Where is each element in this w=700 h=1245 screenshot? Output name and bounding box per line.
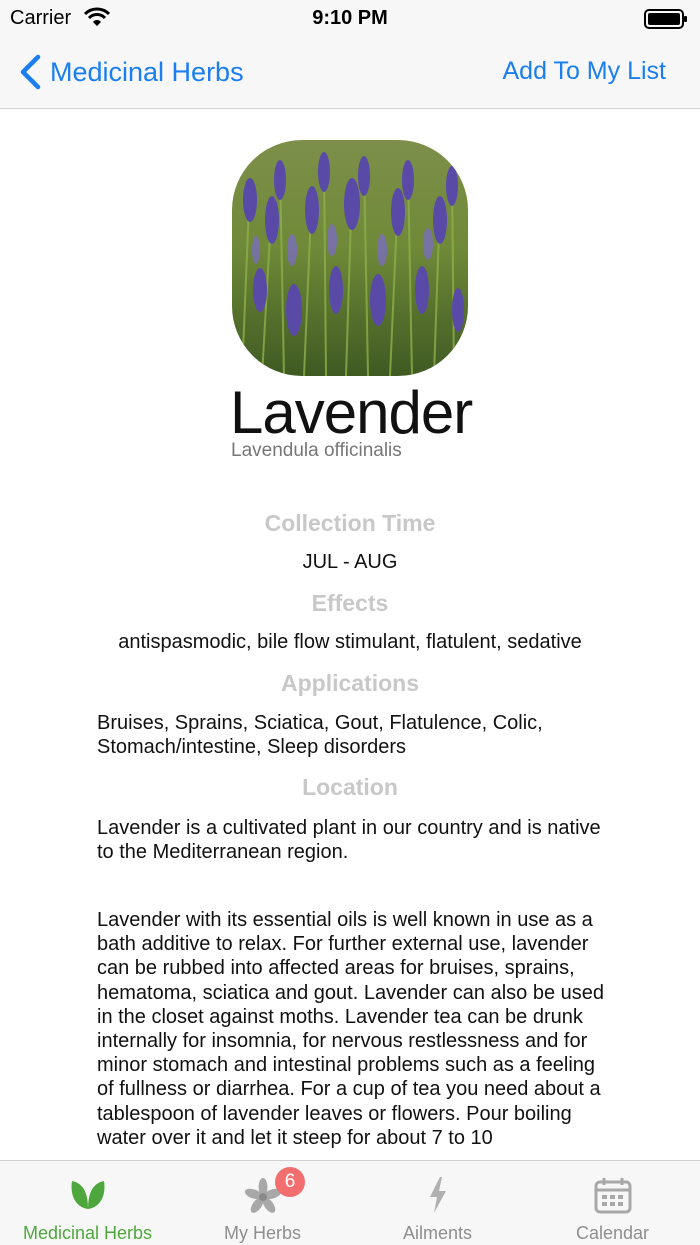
effects-heading: Effects [311,590,389,616]
status-bar [0,0,700,40]
herb-latin-name: Lavendula officinalis [231,440,402,461]
battery-icon [644,9,688,29]
tab-ailments[interactable] [350,1161,525,1245]
back-button[interactable] [18,52,244,92]
tab-label: Medicinal Herbs [22,1223,153,1243]
herb-photo [232,140,468,376]
collection-time-value: JUL - AUG [302,551,398,573]
herb-detail-content[interactable] [0,109,700,1160]
location-heading: Location [302,774,398,800]
carrier-label: Carrier [10,7,72,29]
leaf-icon [68,1175,108,1211]
calendar-icon [593,1175,633,1215]
effects-value: antispasmodic, bile flow stimulant, flatulent, sedative [118,631,582,653]
tab-my-herbs[interactable] [175,1161,350,1245]
applications-value: Bruises, Sprains, Sciatica, Gout, Flatulence, Colic, Stomach/intestine, Sleep disorders [97,712,543,759]
herb-name: Lavender [230,379,473,446]
tab-bar [0,1160,700,1245]
tab-medicinal-herbs[interactable] [0,1161,175,1245]
lightning-icon [424,1175,452,1215]
tab-calendar[interactable] [525,1161,700,1245]
add-to-my-list-button[interactable]: Add To My List [502,57,666,85]
back-button-label: Medicinal Herbs [50,56,244,87]
herb-description: Lavender with its essential oils is well known in use as a bath additive to relax. For further external use, lavender can be rubbed into affected areas for bruises, sprains, hematoma, sciatica and gout. Lavender can also be used in the closet against moths. Lavender tea can be drunk internally for insomnia, for nervous restlessness and for minor stomach and intestinal problems such as a feeling of fullness or diarrhea. For a cup of tea you need about a tablespoon of lavender leaves or flowers. Pour boiling water over it and let it steep for about 7 to 10 [97,909,604,1149]
tab-label: Ailments [402,1223,473,1243]
my-herbs-badge: 6 [275,1167,305,1197]
tab-label: Calendar [575,1223,650,1243]
navigation-bar [0,40,700,109]
collection-time-heading: Collection Time [264,510,436,536]
location-value: Lavender is a cultivated plant in our country and is native to the Mediterranean region. [97,817,601,864]
applications-heading: Applications [280,670,419,696]
chevron-left-icon [18,54,44,90]
tab-label: My Herbs [223,1223,301,1243]
clock: 9:10 PM [312,7,388,29]
